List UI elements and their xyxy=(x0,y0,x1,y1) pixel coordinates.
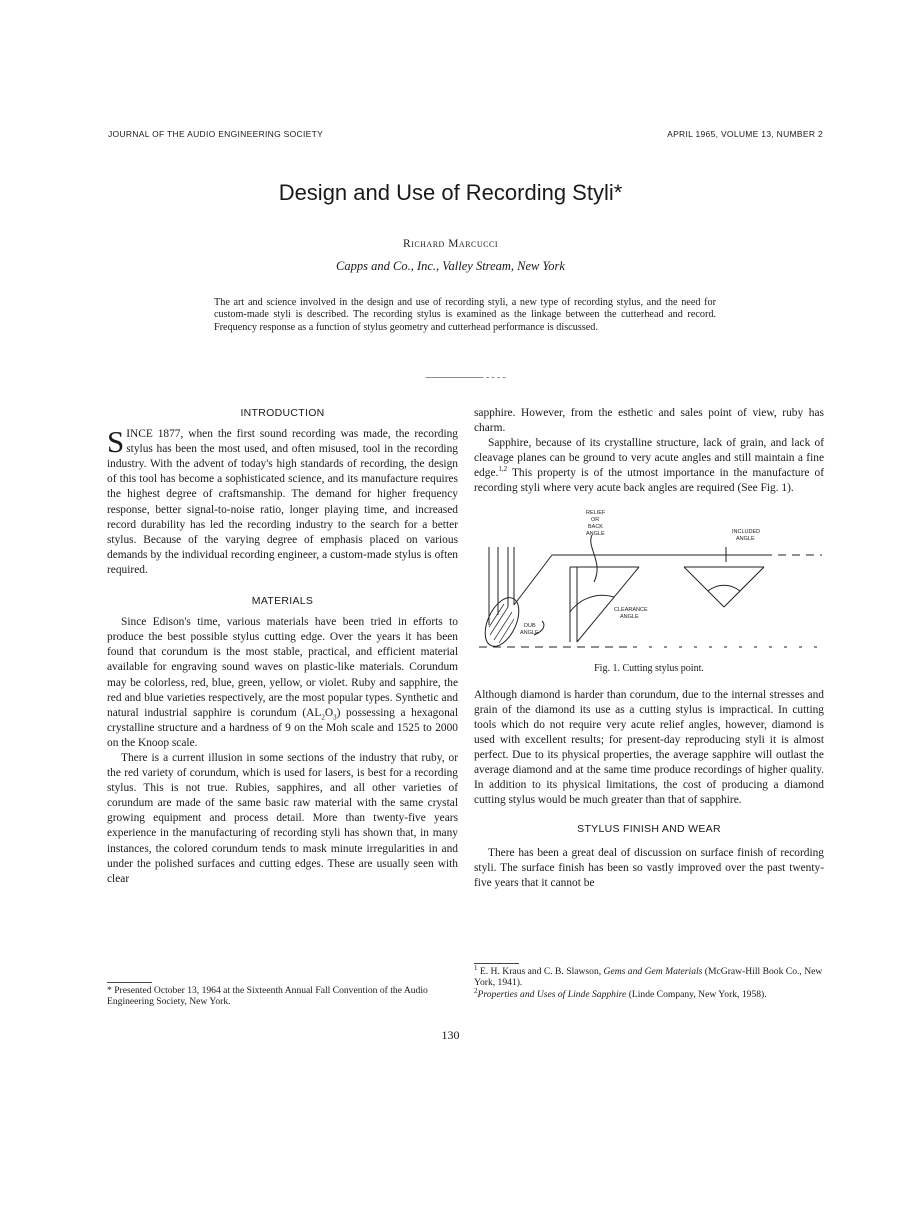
footnote-1 xyxy=(474,963,824,989)
citation-superscript: 1,2 xyxy=(498,465,508,474)
fig-label-relief: OR xyxy=(591,516,600,523)
article-title: Design and Use of Recording Styli* xyxy=(278,180,623,205)
materials-paragraph-4 xyxy=(474,436,824,496)
footnote-2 xyxy=(474,986,824,1000)
section-heading-materials: MATERIALS xyxy=(251,595,314,608)
intro-text: INCE 1877, when the first sound recording was made, the recording stylus has been the most used, and often misused, tool in the recording industry. With the advent of today's high standards of recording, the design of this tool has become a sophisticated science, and its manufacture requires the highest degree of craftsmanship. The demand for higher frequency response, better signal-to-noise ratio, longer playing time, and increased record durability has led the recording industry to the search for a better stylus. Because of the varying degree of emphasis placed on various demands by the individual recording engineer, a custom-made stylus is often required. xyxy=(107,428,458,576)
stylus-tip xyxy=(478,592,525,651)
figure-1-stylus-diagram xyxy=(474,507,824,657)
left-column xyxy=(107,406,458,887)
author-name: Richard Marcucci xyxy=(402,238,498,250)
materials-paragraph-1 xyxy=(107,615,458,751)
materials-text-1: Since Edison's time, various materials have been tried in efforts to produce the best possible stylus cutting edge. Over the years it has been found that corundum is the most stable, practical, and efficient material available for engraving sound waves on plastic-like materials. Corundum may be colorless, red, blue, green, yellow, or violet. Ruby and sapphire, the red and blue varieties respectively, are the most popular types. Synthetic and natural industrial sapphire is corundum xyxy=(107,616,458,719)
finish-paragraph-1: There has been a great deal of discussion on surface finish of recording styli. The surface finish has been so vastly improved over the past twenty-five years that it cannot be xyxy=(474,846,824,889)
section-heading-finish: STYLUS FINISH AND WEAR xyxy=(577,823,721,836)
section-divider xyxy=(385,377,547,378)
footnote-number: 1 xyxy=(474,963,478,972)
formula-part: (AL xyxy=(302,706,322,719)
footnote-number: 2 xyxy=(474,986,478,995)
footnote-italic: Gems and Gem Materials xyxy=(603,966,703,977)
issue-header: APRIL 1965, VOLUME 13, NUMBER 2 xyxy=(667,129,823,139)
journal-header: JOURNAL OF THE AUDIO ENGINEERING SOCIETY xyxy=(108,129,324,139)
materials-paragraph-5: Although diamond is harder than corundum, due to the internal stresses and grain of the diamond its use as a cutting stylus is impractical. In cutting tools which do not require very acute relief angles, however, diamond is used with excellent results; for present-day reproducing styli it is almost perfect. Due to its physical properties, the average sapphire will outlast the average diamond and at the same time produce recordings of higher quality. In addition to its physical limitations, the cost of producing a diamond cutting stylus would be much greater than that of sapphire. xyxy=(474,688,824,807)
footnotes-references xyxy=(474,963,824,1000)
footnote-text: (McGraw-Hill Book Co., New York, 1941). xyxy=(474,966,823,989)
footnote-rule-left xyxy=(107,982,152,983)
fig-label-included: INCLUDED xyxy=(732,528,761,535)
abstract: The art and science involved in the design and use of recording styli, a new type of recording stylus, and the need for custom-made styli is described. The recording stylus is examined as the linkage between the cutterhead and record. Frequency response as a function of stylus geometry and cutterhead performance is discussed. xyxy=(214,297,716,333)
fig-label-included: ANGLE xyxy=(736,535,755,542)
materials-text-4b: This property is of the utmost importance in the manufacture of recording styli where very acute back angles are required (See Fig. 1). xyxy=(474,467,824,495)
fig-label-relief: RELIEF xyxy=(586,509,606,516)
footnote-text: (Linde Company, New York, 1958). xyxy=(626,988,767,1000)
materials-paragraph-2: There is a current illusion in some sections of the industry that ruby, or the red variety of corundum, which is used for lasers, is best for a recording stylus. This is not true. Rubies, sapphires, and all other varieties of corundum are made of the same basic raw material with the same crystal growing equipment and process detail. More than twenty-five years experience in the manufacturing of recording styli has shown that, in many instances, the colored corundum tends to mask minute irregularities in and under the polished surfaces and cutting edges. These are usually seen with clear xyxy=(107,751,458,885)
fig-label-relief: BACK xyxy=(588,523,603,530)
intro-paragraph xyxy=(107,424,458,578)
fig-label-dub: DUB xyxy=(524,622,536,629)
footnote-italic: Properties and Uses of Linde Sapphire xyxy=(477,988,627,1000)
formula-subscript: 2 xyxy=(321,712,325,721)
materials-text-4a: Sapphire, because of its crystalline structure, lack of grain, and lack of cleavage planes can be ground to very acute angles and still maintain a fine edge. xyxy=(474,437,824,480)
section-heading-introduction: INTRODUCTION xyxy=(240,407,325,419)
author-affiliation: Capps and Co., Inc., Valley Stream, New York xyxy=(336,259,565,273)
formula-part: O xyxy=(324,706,334,719)
materials-paragraph-3: sapphire. However, from the esthetic and sales point of view, ruby has charm. xyxy=(474,407,824,435)
drop-cap: S xyxy=(107,424,125,460)
figure-caption: Fig. 1. Cutting stylus point. xyxy=(594,662,704,674)
footnote-presented: * Presented October 13, 1964 at the Sixteenth Annual Fall Convention of the Audio Engineering Society, New York. xyxy=(107,985,428,1008)
fig-label-dub: ANGLE xyxy=(520,629,539,636)
right-column xyxy=(474,406,824,891)
footnote-rule-right xyxy=(474,963,519,964)
materials-text-1b: ) possessing a hexagonal crystalline structure and a hardness of 9 on the Moh scale and 1525 to 2000 on the Knoop scale. xyxy=(107,706,458,749)
footnote-text: E. H. Kraus and C. B. Slawson, xyxy=(477,966,604,977)
formula-subscript: 3 xyxy=(333,712,337,721)
fig-label-clearance: ANGLE xyxy=(620,613,639,620)
fig-label-relief: ANGLE xyxy=(586,530,605,537)
page-number: 130 xyxy=(441,1028,460,1042)
fig-label-clearance: CLEARANCE xyxy=(614,606,648,613)
